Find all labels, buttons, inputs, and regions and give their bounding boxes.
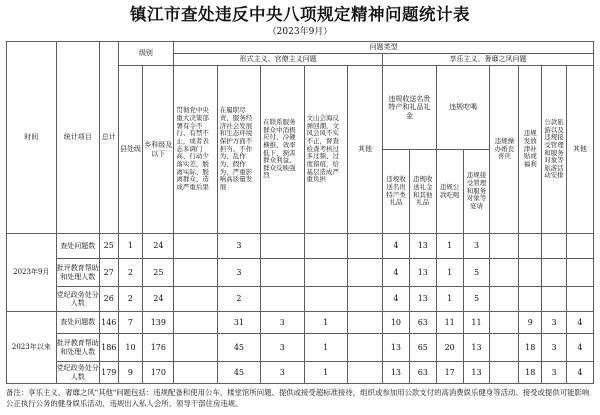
cell-h-other: 4 (566, 334, 593, 362)
cell-total: 27 (99, 259, 118, 287)
cell-total: 26 (99, 287, 118, 312)
cell-township: 24 (143, 234, 174, 259)
cell-h5: 3 (542, 334, 567, 362)
cell-township: 25 (143, 259, 174, 287)
header-total: 总计 (99, 42, 118, 234)
cell-f1 (174, 234, 217, 259)
cell-h-other: 4 (566, 312, 593, 334)
cell-h4 (519, 259, 542, 287)
cell-township: 170 (143, 362, 174, 384)
cell-county: 7 (118, 312, 143, 334)
header-level-county: 县处级 (118, 66, 143, 234)
cell-f4: 1 (304, 334, 347, 362)
header-formalism-other: 其他 (347, 66, 382, 234)
cell-f1 (174, 312, 217, 334)
header-gifts-money: 违规收送礼金和其他礼品 (409, 150, 436, 234)
cell-h1a: 4 (383, 287, 410, 312)
cell-total: 146 (99, 312, 118, 334)
cell-h1b: 13 (409, 234, 436, 259)
cell-f4 (304, 259, 347, 287)
table-row (7, 362, 594, 384)
cell-f3: 3 (261, 362, 304, 384)
cell-f4 (304, 234, 347, 259)
cell-f-other (347, 234, 382, 259)
row-item: 查处问题数 (56, 312, 99, 334)
cell-h2b: 5 (463, 287, 490, 312)
cell-f2: 45 (217, 362, 260, 384)
cell-f2: 31 (217, 312, 260, 334)
cell-f4: 1 (304, 362, 347, 384)
cell-f-other (347, 334, 382, 362)
cell-h4: 18 (519, 334, 542, 362)
header-level-township: 乡科级及以下 (143, 66, 174, 234)
table-row (7, 234, 594, 259)
row-item: 党纪政务处分人数 (56, 287, 99, 312)
row-group-time: 2023年9月 (7, 234, 57, 312)
cell-total: 186 (99, 334, 118, 362)
cell-f-other (347, 259, 382, 287)
cell-township: 176 (143, 334, 174, 362)
header-hedonism-other: 其他 (566, 66, 593, 234)
header-formalism-meetings: 文山会海反弹回潮，文风会风不实不正，督查检查考核过多过频、过度留痕，给基层造成严重负担 (304, 66, 347, 234)
cell-h3 (490, 287, 519, 312)
cell-f3: 3 (261, 334, 304, 362)
page-subtitle: （2023年9月） (267, 27, 333, 37)
cell-h2a: 11 (436, 312, 463, 334)
cell-total: 25 (99, 234, 118, 259)
cell-h3 (490, 334, 519, 362)
cell-h5 (542, 287, 567, 312)
header-weddings: 违规操办婚丧喜庆 (490, 66, 519, 234)
row-group-time: 2023年以来 (7, 312, 57, 384)
cell-township: 139 (143, 312, 174, 334)
cell-f-other (347, 287, 382, 312)
cell-county: 2 (118, 287, 143, 312)
cell-h-other (566, 287, 593, 312)
cell-h2b: 3 (463, 234, 490, 259)
cell-f3 (261, 259, 304, 287)
cell-h1a: 4 (383, 234, 410, 259)
cell-h5 (542, 234, 567, 259)
cell-county: 9 (118, 362, 143, 384)
cell-h-other (566, 234, 593, 259)
footnote: 备注：享乐主义、奢靡之风"其他"问题包括：违规配备和使用公车、楼堂馆所问题、提供或接受超标准接待，组织或参加用公款支付的高消费娱乐健身等活动、接受或提供可能影响公正执行公务的健身娱乐活动、违规出入私人会所、领导干部住房违规。 (6, 388, 590, 408)
cell-total: 179 (99, 362, 118, 384)
header-level: 级别 (118, 42, 174, 66)
cell-h1a: 13 (383, 334, 410, 362)
header-hedonism: 享乐主义、奢靡之风问题 (383, 54, 594, 66)
header-stat-item: 统计项目 (56, 42, 99, 234)
header-gifts-specialty: 违规收送名贵特产类礼品 (383, 150, 410, 234)
statistics-table (6, 41, 594, 384)
header-formalism: 形式主义、官僚主义问题 (174, 54, 383, 66)
cell-h4: 18 (519, 362, 542, 384)
cell-h1b: 65 (409, 334, 436, 362)
cell-h3 (490, 234, 519, 259)
cell-h1b: 63 (409, 362, 436, 384)
header-gifts: 违规收送名贵特产和礼品礼金 (383, 66, 437, 150)
cell-f1 (174, 259, 217, 287)
cell-f1 (174, 287, 217, 312)
cell-h4: 9 (519, 312, 542, 334)
cell-h2b: 5 (463, 259, 490, 287)
cell-township: 24 (143, 287, 174, 312)
cell-county: 10 (118, 334, 143, 362)
cell-h1b: 63 (409, 312, 436, 334)
cell-h2a: 1 (436, 234, 463, 259)
cell-h1b: 13 (409, 287, 436, 312)
cell-h1b: 13 (409, 259, 436, 287)
header-dining-public: 违规公款吃喝 (436, 150, 463, 234)
cell-f2: 2 (217, 287, 260, 312)
header-time: 时间 (7, 42, 57, 234)
cell-f4 (304, 287, 347, 312)
page-title: 镇江市查处违反中央八项规定精神问题统计表 (130, 5, 470, 24)
cell-h4 (519, 287, 542, 312)
cell-county: 2 (118, 259, 143, 287)
table-row (7, 287, 594, 312)
cell-h1a: 10 (383, 312, 410, 334)
header-formalism-decision: 贯彻党中央重大决策部署有令不行、有禁不止，或者表态多调门高、行动少落实差，脱离实际、脱离群众，造成严重后果 (174, 66, 217, 234)
cell-h-other: 4 (566, 362, 593, 384)
header-allowances: 违规发放津补贴或福利 (519, 66, 542, 234)
cell-h5: 3 (542, 362, 567, 384)
header-dining: 违规吃喝 (436, 66, 490, 150)
table-row (7, 312, 594, 334)
cell-h-other (566, 259, 593, 287)
row-item: 批评教育帮助和处理人数 (56, 334, 99, 362)
cell-f2: 45 (217, 334, 260, 362)
cell-f-other (347, 312, 382, 334)
cell-h2a: 20 (436, 334, 463, 362)
cell-h2a: 1 (436, 287, 463, 312)
row-item: 批评教育帮助和处理人数 (56, 259, 99, 287)
cell-h2a: 17 (436, 362, 463, 384)
header-problem-type: 问题类型 (174, 42, 594, 54)
cell-h3 (490, 312, 519, 334)
cell-h3 (490, 362, 519, 384)
cell-h2b: 13 (463, 334, 490, 362)
header-formalism-service: 在联系服务群众中消极应付、冷硬横推、效率低下，损害群众利益，群众反映强烈 (261, 66, 304, 234)
cell-county: 1 (118, 234, 143, 259)
cell-h1a: 13 (383, 362, 410, 384)
table-row (7, 334, 594, 362)
cell-h5: 3 (542, 312, 567, 334)
header-tourism: 公款旅游以及违规接受管理和服务对象等旅游活动安排 (542, 66, 567, 234)
cell-h1a: 4 (383, 259, 410, 287)
row-item: 查处问题数 (56, 234, 99, 259)
cell-f2: 3 (217, 234, 260, 259)
cell-f1 (174, 362, 217, 384)
cell-f1 (174, 334, 217, 362)
cell-f3 (261, 287, 304, 312)
row-item: 党纪政务处分人数 (56, 362, 99, 384)
header-formalism-duty: 在履职尽责、服务经济社会发展和生态环境保护方面不担当、不作为、乱作为、假作为，严重影响高质量发展 (217, 66, 260, 234)
cell-h4 (519, 234, 542, 259)
header-dining-banquet: 违规接受管理和服务对象等宴请 (463, 150, 490, 234)
cell-f-other (347, 362, 382, 384)
cell-h5 (542, 259, 567, 287)
cell-f2: 3 (217, 259, 260, 287)
cell-f3 (261, 234, 304, 259)
cell-h2b: 13 (463, 362, 490, 384)
table-row (7, 259, 594, 287)
cell-h2a: 1 (436, 259, 463, 287)
cell-h2b: 11 (463, 312, 490, 334)
cell-f4: 1 (304, 312, 347, 334)
cell-f3: 3 (261, 312, 304, 334)
cell-h3 (490, 259, 519, 287)
